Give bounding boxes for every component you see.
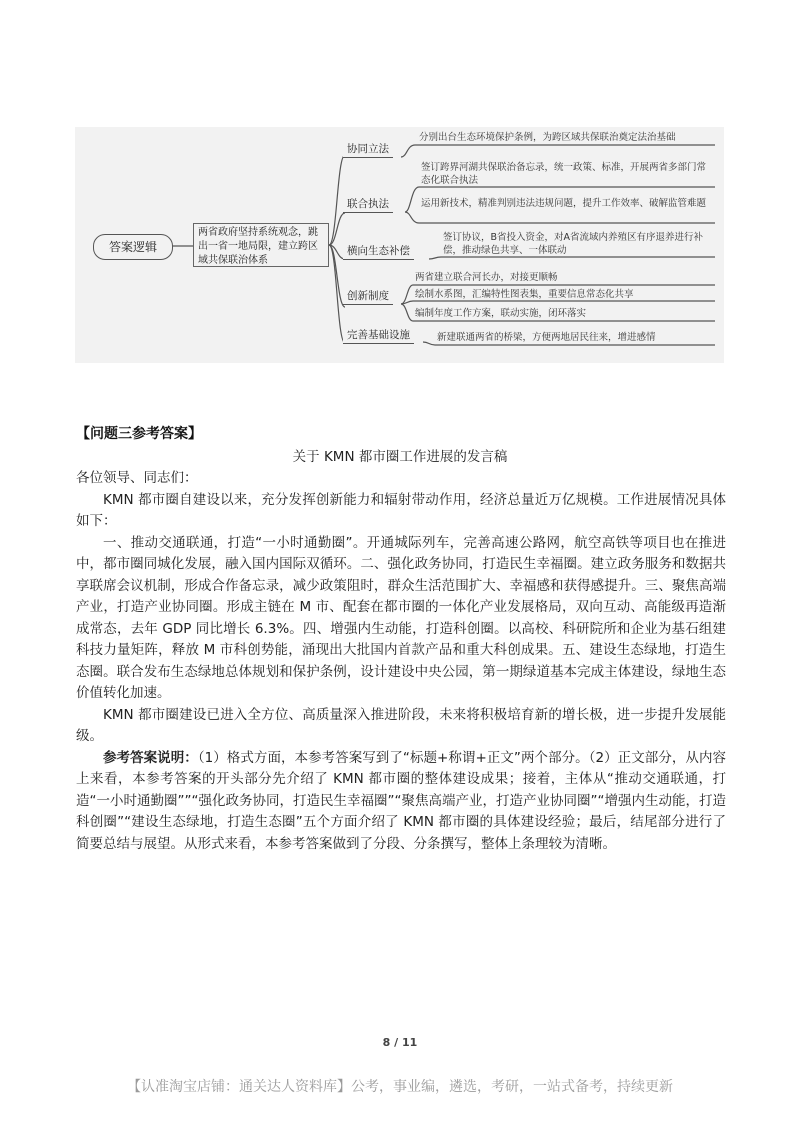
section-title: 【问题三参考答案】: [76, 426, 202, 442]
branch-joint-enforcement: 联合执法: [343, 196, 393, 213]
paragraph-intro: KMN 都市圈自建设以来，充分发挥创新能力和辐射带动作用，经济总量近万亿规模。工作进展情况具体如下：: [76, 491, 726, 529]
mindmap-leaf: 分别出台生态环境保护条例，为跨区域共保联治奠定法治基础: [419, 132, 676, 143]
mindmap-root: 答案逻辑: [93, 234, 173, 260]
branch-eco-compensation: 横向生态补偿: [343, 243, 414, 260]
branch-innovation-system: 创新制度: [343, 288, 393, 305]
branch-legislation: 协同立法: [343, 141, 393, 158]
paragraph-closing: KMN 都市圈建设已进入全方位、高质量深入推进阶段，未来将积极培育新的增长极，进一步提升发展能级。: [76, 706, 726, 744]
branch-infrastructure: 完善基础设施: [343, 327, 414, 344]
mindmap-center-node: 两省政府坚持系统观念，跳出一省一地局限，建立跨区域共保联治体系: [193, 223, 329, 267]
mindmap-leaf: 绘制水系图，汇编特性图表集，重要信息常态化共享: [415, 289, 634, 300]
mindmap-leaf: 新建联通两省的桥梁，方便两地居民往来，增进感情: [437, 332, 656, 343]
salutation: 各位领导、同志们：: [76, 470, 198, 486]
explanation-text: （1）格式方面，本参考答案写到了“标题+称谓+正文”两个部分。（2）正文部分，从内容上来看，本参考答案的开头部分先介绍了 KMN 都市圈的整体建设成果；接着，主体从“推动交通联通，打造“一小时通勤圈””“强化政务协同，打造民生幸福圈”“聚焦高端产业，打造产业协同圈”“增强内生动能，打造科创圈”“建设生态绿地，打造生态圈”五个方面介绍了 KMN 都市圈的具体建设经验；最后，结尾部分进行了简要总结与展望。从形式来看，本参考答案做到了分段、分条撰写，整体上条理较为清晰。: [76, 749, 726, 852]
document-body: [76, 468, 726, 855]
paragraph-main: 一、推动交通联通，打造“一小时通勤圈”。开通城际列车，完善高速公路网，航空高铁等项目也在推进中，都市圈同城化发展，融入国内国际双循环。二、强化政务协同，打造民生幸福圈。建立政务服务和数据共享联席会议机制，形成合作备忘录，减少政策阻时，群众生活范围扩大、幸福感和获得感提升。三、聚焦高端产业，打造产业协同圈。形成主链在 M 市、配套在都市圈的一体化产业发展格局，双向互动、高能级再造渐成常态，去年 GDP 同比增长 6.3%。四、增强内生动能，打造科创圈。以高校、科研院所和企业为基石组建科技力量矩阵，释放 M 市科创势能，涌现出大批国内首款产品和重大科创成果。五、建设生态绿地，打造生态圈。联合发布生态绿地总体规划和保护条例，设计建设中央公园，第一期绿道基本完成主体建设，绿地生态价值转化加速。: [76, 534, 726, 701]
page-number: 8 / 11: [382, 1036, 418, 1049]
mindmap-leaf: 两省建立联合河长办，对接更顺畅: [415, 272, 558, 283]
mindmap-leaf: 运用新技术，精准判别违法违规问题，提升工作效率、破解监管难题: [421, 198, 707, 209]
explanation-label: 参考答案说明：: [103, 749, 198, 766]
footer-watermark: 【认准淘宝店铺：通关达人资料库】公考，事业编，遴选，考研，一站式备考，持续更新: [127, 1079, 673, 1095]
document-title: 关于 KMN 都市圈工作进展的发言稿: [292, 449, 508, 465]
mindmap-leaf: 编制年度工作方案，联动实施，闭环落实: [415, 308, 587, 319]
paragraph-explanation: [76, 748, 726, 856]
mindmap-leaf: 签订协议，B省投入资金，对A省流域内养殖区有序退养进行补偿，推动绿色共享、一体联动: [443, 232, 704, 256]
mindmap-leaf: 签订跨界河湖共保联治备忘录，统一政策、标准，开展两省多部门常态化联合执法: [421, 162, 707, 186]
mindmap-figure: [75, 127, 724, 363]
